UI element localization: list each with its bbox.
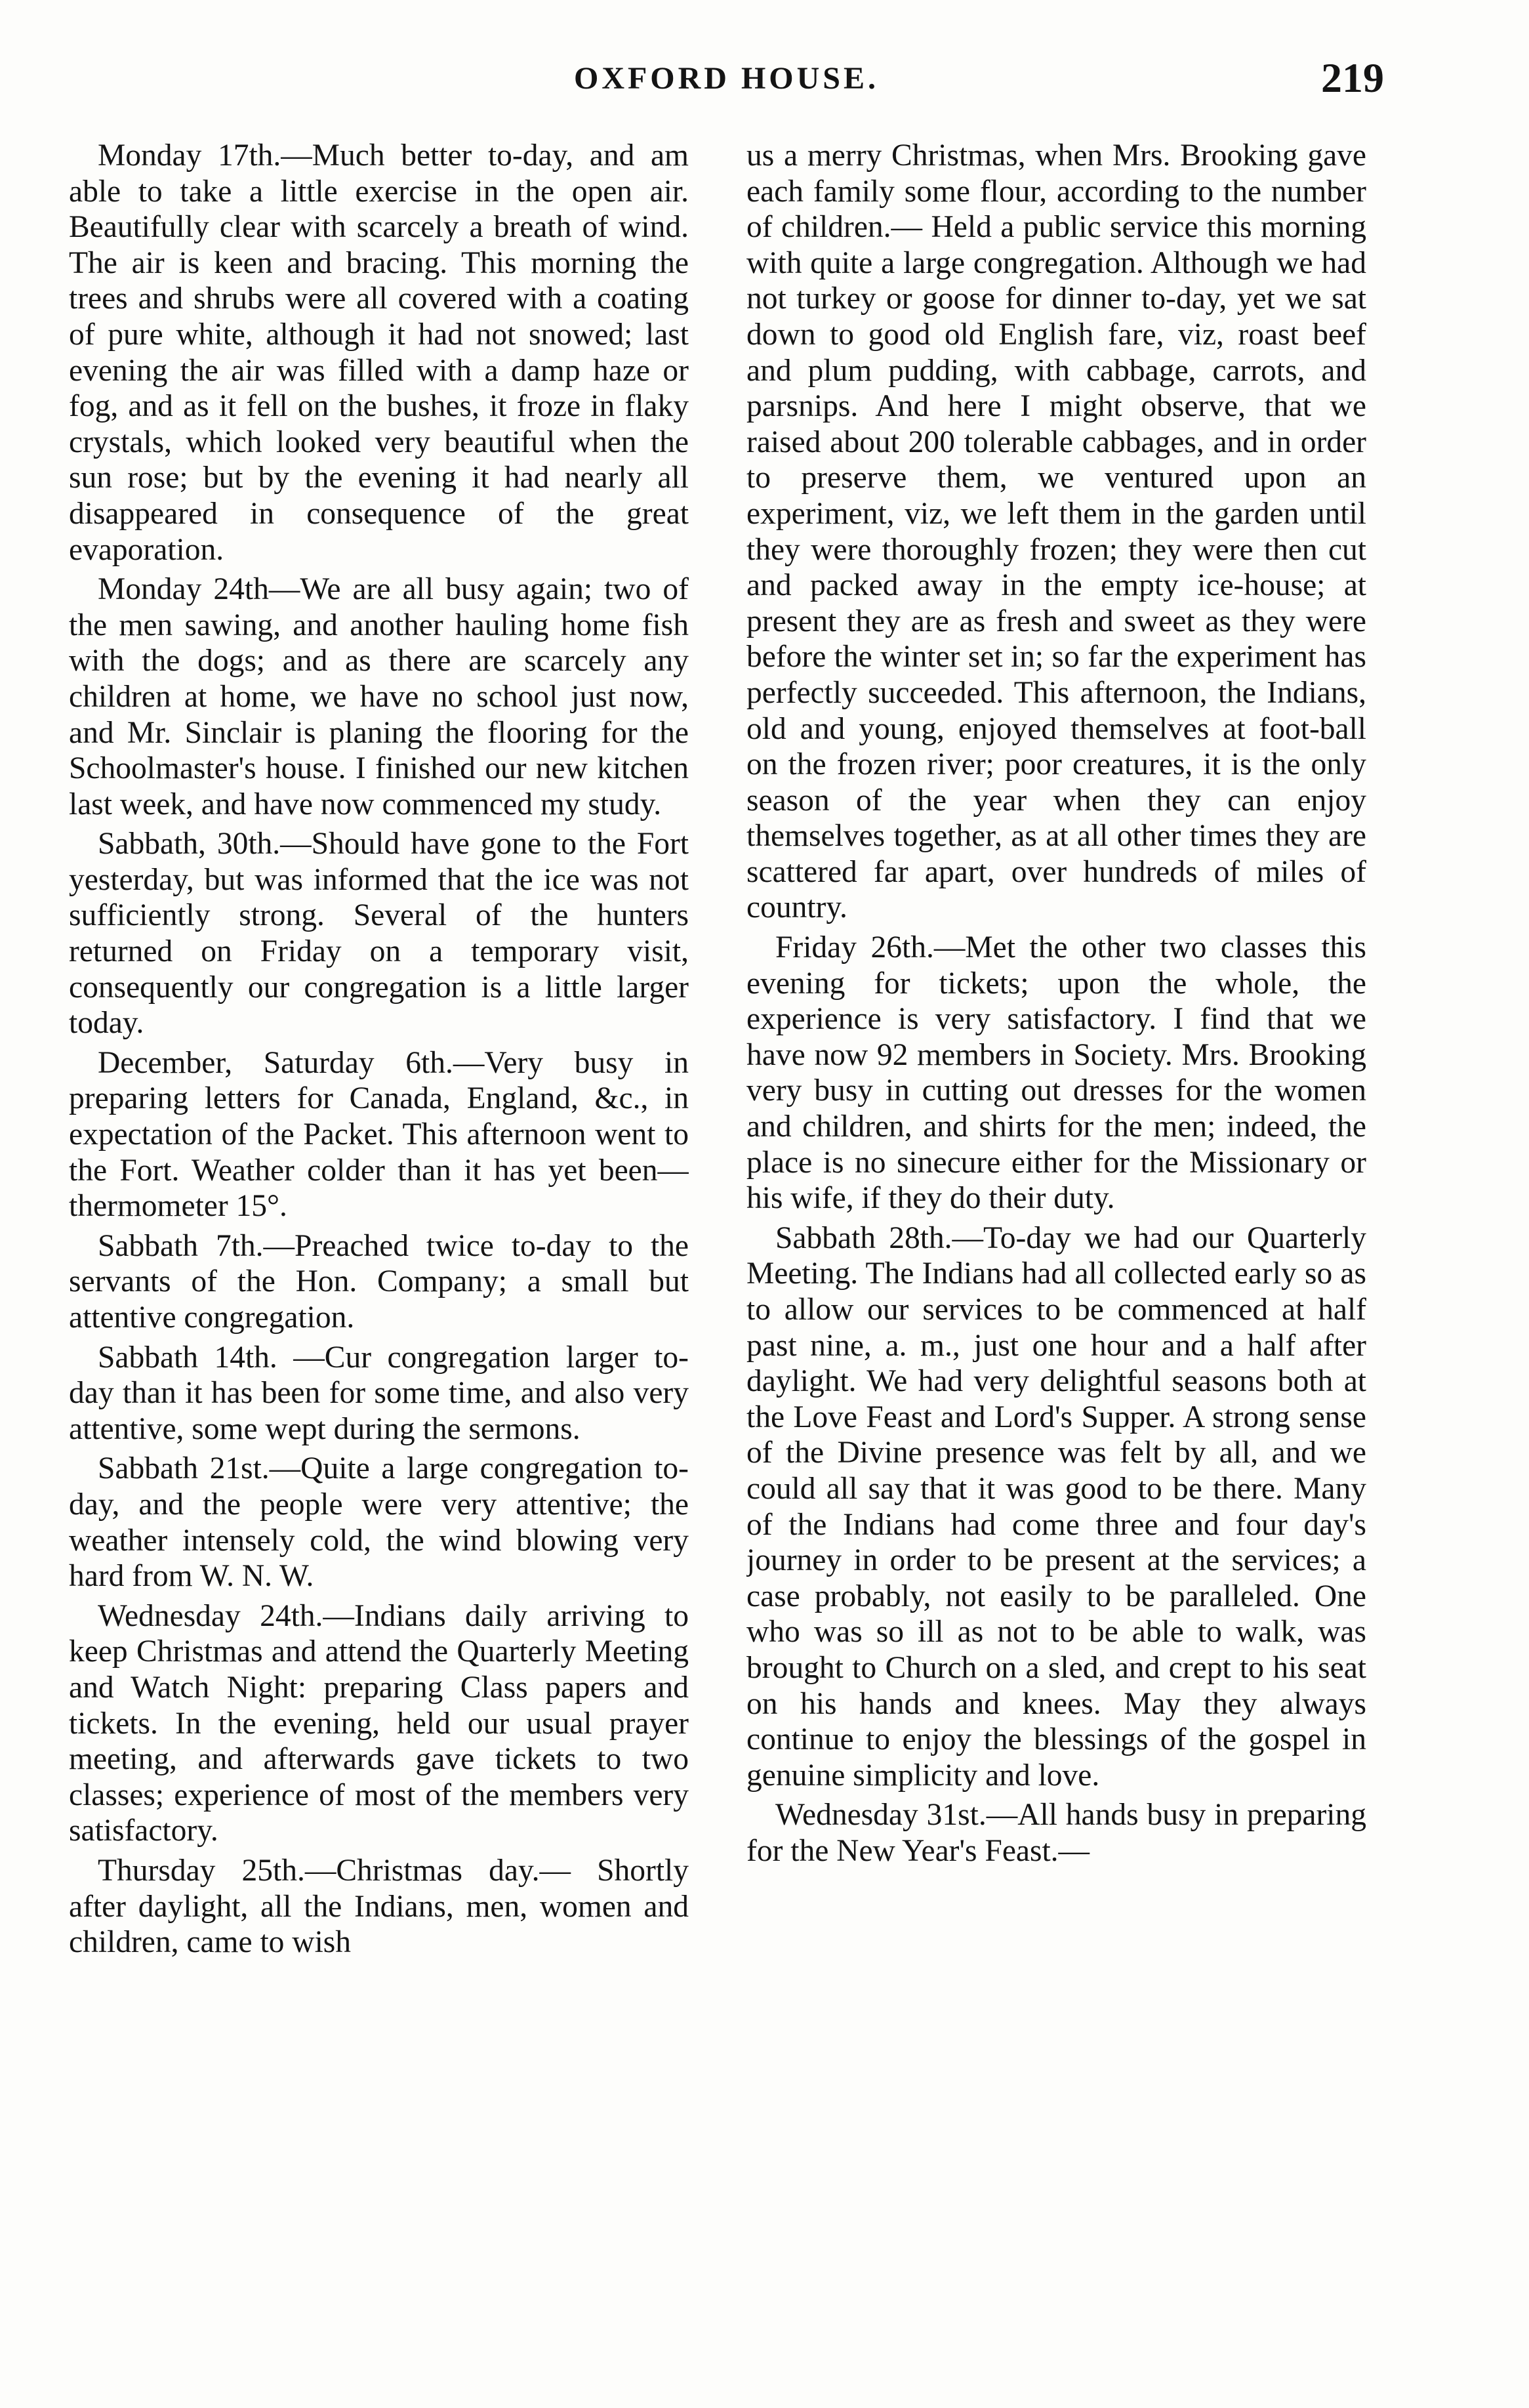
page-number: 219 bbox=[1321, 54, 1384, 101]
paragraph-monday-17th: Monday 17th.—Much better to-day, and am able to take a little exercise in the open air. Beautifully clear with scarcely a breath of wind. The air is keen and bracing. This morning the trees and shrubs were all covered with a coating of pure white, although it had not snowed; last evening the air was filled with a damp haze or fog, and as it fell on the bushes, it froze in flaky crystals, which looked very beautiful when the sun rose; but by the evening it had nearly all disappeared in consequence of the great evaporation. bbox=[69, 138, 689, 567]
paragraph-wednesday-31st: Wednesday 31st.—All hands busy in preparing for the New Year's Feast.— bbox=[746, 1798, 1366, 1868]
paragraph-friday-26th: Friday 26th.—Met the other two classes this evening for tickets; upon the whole, the experience is very satisfactory. I find that we have now 92 members in Society. Mrs. Brooking very busy in cutting out dresses for the women and children, and shirts for the men; indeed, the place is no sinecure either for the Missionary or his wife, if they do their duty. bbox=[746, 930, 1366, 1216]
left-column bbox=[69, 138, 689, 2382]
paragraph-sabbath-30th: Sabbath, 30th.—Should have gone to the Fort yesterday, but was informed that the ice was not sufficiently strong. Several of the hunters returned on Friday on a temporary visit, consequently our congregation is a little larger today. bbox=[69, 827, 689, 1041]
running-title: OXFORD HOUSE. bbox=[573, 61, 880, 96]
running-head bbox=[69, 54, 1384, 113]
paragraph-sabbath-21st: Sabbath 21st.—Quite a large congregation to-day, and the people were very attentive; the weather intensely cold, the wind blowing very hard from W. N. W. bbox=[69, 1451, 689, 1594]
paragraph-sabbath-14th: Sabbath 14th. —Cur congregation larger to-day than it has been for some time, and also very attentive, some wept during the sermons. bbox=[69, 1340, 689, 1446]
paragraph-december-saturday-6th: December, Saturday 6th.—Very busy in preparing letters for Canada, England, &c., in expectation of the Packet. This afternoon went to the Fort. Weather colder than it has yet been—thermometer 15°. bbox=[69, 1045, 689, 1224]
paragraph-thursday-25th: Thursday 25th.—Christmas day.— Shortly after daylight, all the Indians, men, women and children, came to wish bbox=[69, 1853, 689, 1960]
right-column bbox=[746, 138, 1366, 2382]
paragraph-sabbath-28th: Sabbath 28th.—To-day we had our Quarterly Meeting. The Indians had all collected early so as to allow our services to be commenced at half past nine, a. m., just one hour and a half after daylight. We had very delightful seasons both at the Love Feast and Lord's Supper. A strong sense of the Divine presence was felt by all, and we could all say that it was good to be there. Many of the Indians had come three and four day's journey in order to be present at the services; a case probably, not easily to be paralleled. One who was so ill as not to be able to walk, was brought to Church on a sled, and crept to his seat on his hands and knees. May they always continue to enjoy the blessings of the gospel in genuine simplicity and love. bbox=[746, 1220, 1366, 1793]
paragraph-monday-24th: Monday 24th—We are all busy again; two of the men sawing, and another hauling home fish with the dogs; and as there are scarcely any children at home, we have no school just now, and Mr. Sinclair is planing the flooring for the Schoolmaster's house. I finished our new kitchen last week, and have now commenced my study. bbox=[69, 572, 689, 821]
paragraph-sabbath-7th: Sabbath 7th.—Preached twice to-day to the servants of the Hon. Company; a small but attentive congregation. bbox=[69, 1228, 689, 1335]
paragraph-christmas-continued: us a merry Christmas, when Mrs. Brooking gave each family some flour, according to the number of children.— Held a public service this morning with quite a large congregation. Although we had not turkey or goose for dinner to-day, yet we sat down to good old English fare, viz, roast beef and plum pudding, with cabbage, carrots, and parsnips. And here I might observe, that we raised about 200 tolerable cabbages, and in order to preserve them, we ventured upon an experiment, viz, we left them in the garden until they were thoroughly frozen; they were then cut and packed away in the empty ice-house; at present they are as fresh and sweet as they were before the winter set in; so far the experiment has perfectly succeeded. This afternoon, the Indians, old and young, enjoyed themselves at foot-ball on the frozen river; poor creatures, it is the only season of the year when they can enjoy themselves together, as at all other times they are scattered far apart, over hundreds of miles of country. bbox=[746, 138, 1366, 925]
paragraph-wednesday-24th: Wednesday 24th.—Indians daily arriving to keep Christmas and attend the Quarterly Meeting and Watch Night: preparing Class papers and tickets. In the evening, held our usual prayer meeting, and afterwards gave tickets to two classes; experience of most of the members very satisfactory. bbox=[69, 1598, 689, 1848]
